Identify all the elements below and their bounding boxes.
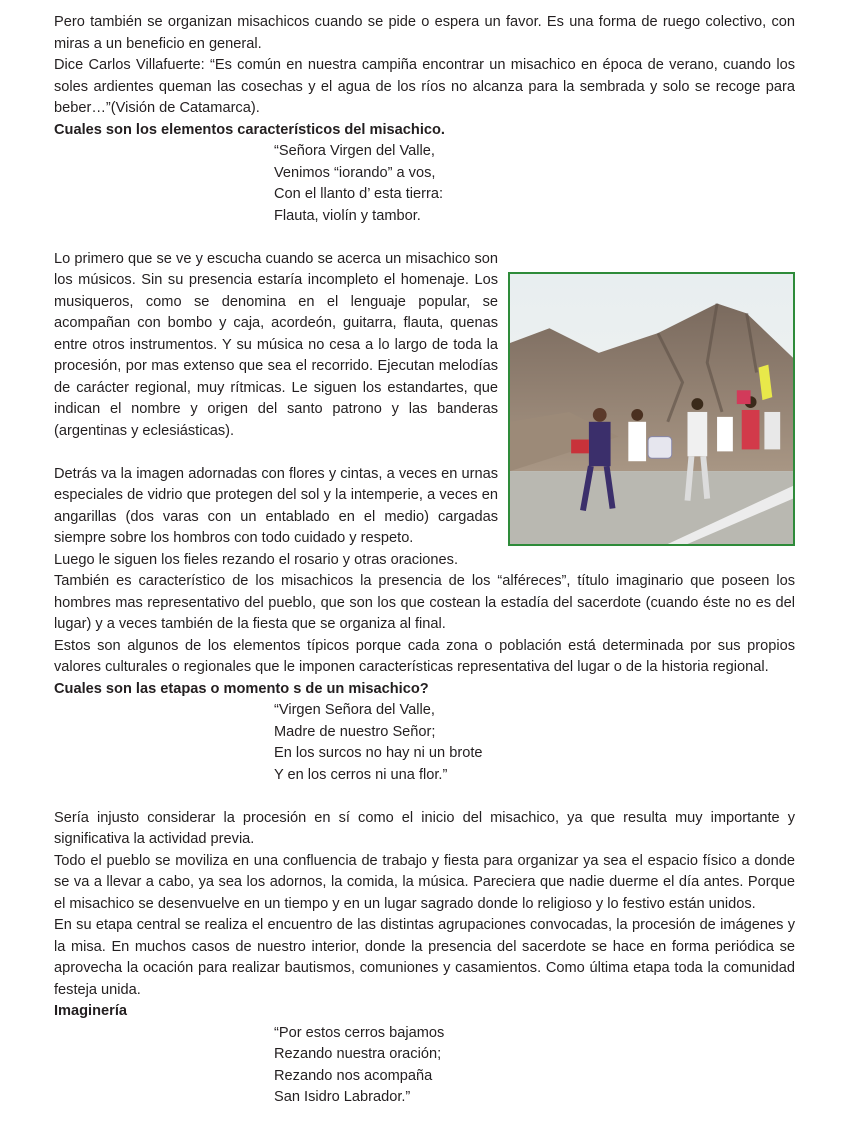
paragraph-quote-villafuerte: Dice Carlos Villafuerte: “Es común en nuestra campiña encontrar un misachico en época de verano, cuando los soles ardientes queman las cosechas y el agua de los ríos no alcanza para la sembrada y solo se recoge para beber…”(Visión de Catamarca). (54, 57, 795, 116)
paragraph-musicians (54, 249, 795, 443)
verse-line: “Señora Virgen del Valle, (274, 143, 435, 159)
paragraph-typical: Estos son algunos de los elementos típicos porque cada zona o población está determinada por sus propios valores culturales o regionales que le imponen características representativa del lugar o de la historia regional. (54, 637, 795, 675)
paragraph-alfereces: También es característico de los misachicos la presencia de los “alféreces”, título imaginario que poseen los hombres mas representativo del pueblo, que son los que costean la estadía del sacerdote (cuando éste no es del lugar) y a veces también de la fiesta que se organiza al final. (54, 573, 795, 632)
verse-line: Venimos “iorando” a vos, (274, 164, 436, 181)
paragraph-musicians-text: Lo primero que se ve y escucha cuando se acerca un misachico son los músicos. Sin su presencia estaría incompleto el homenaje. Los musiqueros, como se denomina en el lenguaje popular, se acompañan con bombo y caja, acordeón, guitarra, flauta, quenas entre otros instrumentos. Y su música no cesa a lo largo de toda la procesión, por mas extenso que sea el recorrido. Ejecutan melodías de carácter regional, muy rítmicas. Le siguen los estandartes, que indican el nombre y origen del santo patrono y las banderas (argentinas y eclesiásticas). (54, 250, 498, 439)
verse-line: Y en los cerros ni una flor.” (274, 766, 448, 783)
verse-block-2 (54, 700, 795, 786)
verse-line: San Isidro Labrador.” (274, 1089, 411, 1105)
document-page (54, 12, 795, 1109)
verse-line: Rezando nuestra oración; (274, 1046, 442, 1062)
heading-imagery: Imaginería (54, 1003, 127, 1019)
verse-line: Con el llanto d’ esta tierra: (274, 186, 443, 202)
procession-photo (508, 272, 795, 546)
paragraph-stages-2: Todo el pueblo se moviliza en una confluencia de trabajo y fiesta para organizar ya sea el espacio físico a donde se va a llevar a cabo, ya sea los adornos, la comida, la música. Pareciera que nadie duerme el día antes. Porque el misachico se desenvuelve en un tiempo y en un lugar sagrado donde lo religioso y lo festivo están unidos. (54, 852, 795, 912)
paragraph-faithful: Luego le siguen los fieles rezando el rosario y otras oraciones. (54, 551, 458, 568)
paragraph-image: Detrás va la imagen adornadas con flores y cintas, a veces en urnas especiales de vidrio que protegen del sol y la intemperie, a veces en angarillas (dos varas con un entablado en el medio) cargadas siempre sobre los hombros con todo cuidado y respeto. (54, 465, 498, 546)
heading-elements: Cuales son los elementos característicos del misachico. (54, 121, 445, 138)
verse-line: Flauta, violín y tambor. (274, 207, 421, 224)
paragraph-stages-3: En su etapa central se realiza el encuentro de las distintas agrupaciones convocadas, la procesión de imágenes y la misa. En muchos casos de nuestro interior, donde la presencia del sacerdote se hace en forma periódica se aprovecha la ocación para realizar bautismos, comuniones y casamientos. Como última etapa toda la comunidad festeja unida. (54, 917, 795, 998)
paragraph-stages-1: Sería injusto considerar la procesión en sí como el inicio del misachico, ya que resulta muy importante y significativa la actividad previa. (54, 809, 795, 847)
verse-line: Madre de nuestro Señor; (274, 723, 436, 740)
verse-line: “Por estos cerros bajamos (274, 1024, 445, 1041)
verse-block-1 (54, 141, 795, 227)
verse-line: Rezando nos acompaña (274, 1067, 433, 1084)
verse-line: En los surcos no hay ni un brote (274, 745, 483, 761)
verse-block-3 (54, 1023, 795, 1109)
heading-stages: Cuales son las etapas o momento s de un misachico? (54, 680, 429, 697)
paragraph-intro: Pero también se organizan misachicos cuando se pide o espera un favor. Es una forma de ruego colectivo, con miras a un beneficio en general. (54, 14, 795, 52)
verse-line: “Virgen Señora del Valle, (274, 702, 435, 718)
